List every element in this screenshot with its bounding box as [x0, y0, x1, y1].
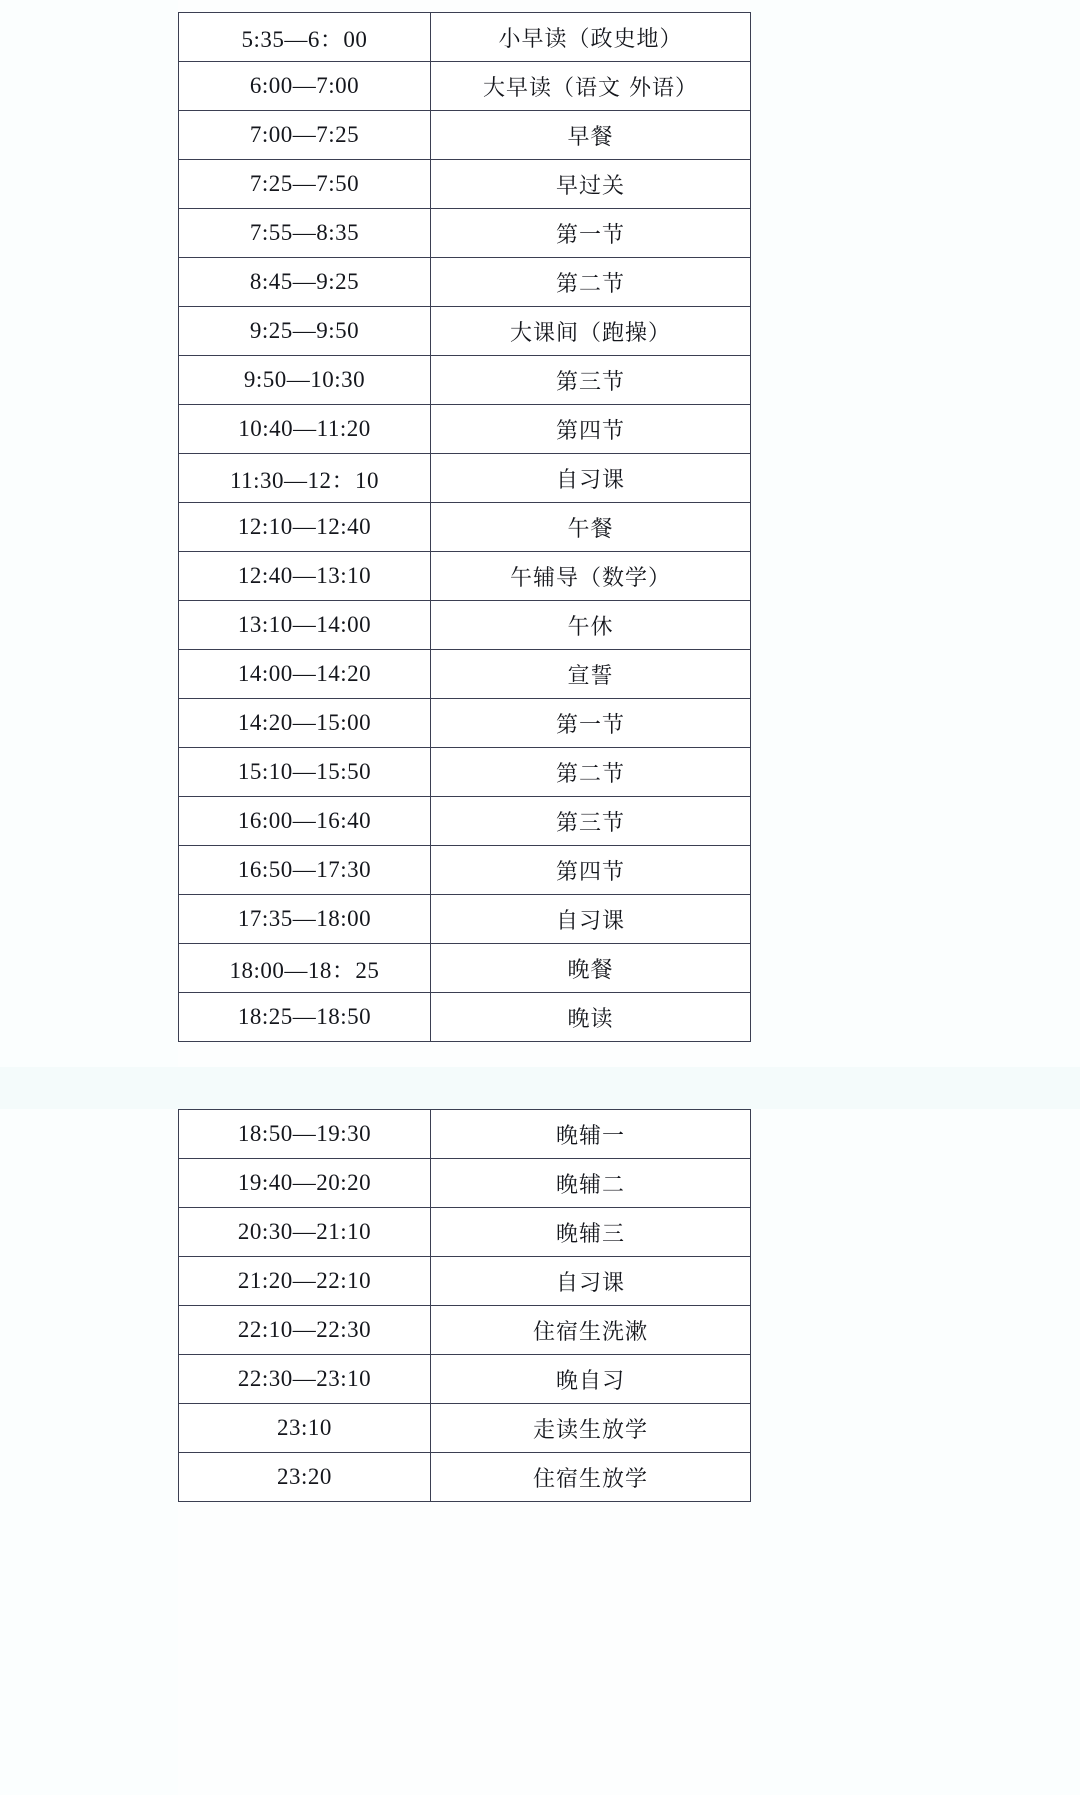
table-row: [179, 307, 751, 356]
table-row: [179, 944, 751, 993]
schedule-time-cell: 18:50—19:30: [179, 1110, 431, 1159]
table-row: [179, 1159, 751, 1208]
table-row: [179, 111, 751, 160]
schedule-activity-cell: 宣誓: [431, 650, 751, 699]
schedule-activity-cell: 晚辅二: [431, 1159, 751, 1208]
table-row: [179, 650, 751, 699]
table-row: [179, 160, 751, 209]
schedule-time-cell: 19:40—20:20: [179, 1159, 431, 1208]
table-row: [179, 13, 751, 62]
daytime-schedule-body: [179, 13, 751, 1042]
table-row: [179, 699, 751, 748]
schedule-time-cell: 9:50—10:30: [179, 356, 431, 405]
table-row: [179, 895, 751, 944]
schedule-activity-cell: 晚辅一: [431, 1110, 751, 1159]
table-row: [179, 1208, 751, 1257]
table-row: [179, 405, 751, 454]
table-row: [179, 1355, 751, 1404]
schedule-time-cell: 12:40—13:10: [179, 552, 431, 601]
schedule-activity-cell: 第四节: [431, 405, 751, 454]
schedule-time-cell: 23:20: [179, 1453, 431, 1502]
schedule-time-cell: 7:25—7:50: [179, 160, 431, 209]
table-row: [179, 552, 751, 601]
table-row: [179, 797, 751, 846]
table-row: [179, 993, 751, 1042]
table-row: [179, 1257, 751, 1306]
page-left-margin: [0, 0, 178, 1795]
schedule-time-cell: 14:20—15:00: [179, 699, 431, 748]
table-row: [179, 748, 751, 797]
evening-schedule-table-wrapper: [178, 1109, 751, 1502]
schedule-time-cell: 22:30—23:10: [179, 1355, 431, 1404]
schedule-time-cell: 16:00—16:40: [179, 797, 431, 846]
schedule-activity-cell: 晚自习: [431, 1355, 751, 1404]
schedule-time-cell: 18:00—18：25: [179, 944, 431, 993]
schedule-activity-cell: 第四节: [431, 846, 751, 895]
schedule-activity-cell: 早餐: [431, 111, 751, 160]
table-row: [179, 209, 751, 258]
schedule-time-cell: 15:10—15:50: [179, 748, 431, 797]
schedule-time-cell: 13:10—14:00: [179, 601, 431, 650]
schedule-time-cell: 14:00—14:20: [179, 650, 431, 699]
schedule-time-cell: 20:30—21:10: [179, 1208, 431, 1257]
schedule-activity-cell: 第三节: [431, 356, 751, 405]
schedule-time-cell: 23:10: [179, 1404, 431, 1453]
table-row: [179, 454, 751, 503]
daytime-schedule-table-wrapper: [178, 12, 751, 1042]
table-row: [179, 503, 751, 552]
table-row: [179, 1306, 751, 1355]
schedule-activity-cell: 第一节: [431, 209, 751, 258]
schedule-activity-cell: 第一节: [431, 699, 751, 748]
schedule-time-cell: 7:55—8:35: [179, 209, 431, 258]
schedule-time-cell: 8:45—9:25: [179, 258, 431, 307]
schedule-activity-cell: 第二节: [431, 748, 751, 797]
schedule-time-cell: 18:25—18:50: [179, 993, 431, 1042]
table-row: [179, 1110, 751, 1159]
schedule-activity-cell: 早过关: [431, 160, 751, 209]
schedule-activity-cell: 住宿生洗漱: [431, 1306, 751, 1355]
evening-schedule-table: [178, 1109, 751, 1502]
schedule-activity-cell: 走读生放学: [431, 1404, 751, 1453]
schedule-activity-cell: 自习课: [431, 454, 751, 503]
schedule-time-cell: 22:10—22:30: [179, 1306, 431, 1355]
schedule-activity-cell: 午餐: [431, 503, 751, 552]
schedule-time-cell: 6:00—7:00: [179, 62, 431, 111]
schedule-activity-cell: 住宿生放学: [431, 1453, 751, 1502]
schedule-time-cell: 9:25—9:50: [179, 307, 431, 356]
table-row: [179, 356, 751, 405]
schedule-activity-cell: 第二节: [431, 258, 751, 307]
table-row: [179, 258, 751, 307]
table-row: [179, 846, 751, 895]
schedule-activity-cell: 晚餐: [431, 944, 751, 993]
schedule-activity-cell: 小早读（政史地）: [431, 13, 751, 62]
table-row: [179, 601, 751, 650]
schedule-activity-cell: 大早读（语文 外语）: [431, 62, 751, 111]
daytime-schedule-table: [178, 12, 751, 1042]
schedule-time-cell: 17:35—18:00: [179, 895, 431, 944]
table-row: [179, 1404, 751, 1453]
page-break-strip: [0, 1067, 1080, 1109]
schedule-time-cell: 5:35—6：00: [179, 13, 431, 62]
schedule-activity-cell: 晚读: [431, 993, 751, 1042]
schedule-time-cell: 21:20—22:10: [179, 1257, 431, 1306]
schedule-time-cell: 10:40—11:20: [179, 405, 431, 454]
schedule-time-cell: 7:00—7:25: [179, 111, 431, 160]
table-row: [179, 1453, 751, 1502]
schedule-time-cell: 12:10—12:40: [179, 503, 431, 552]
schedule-activity-cell: 大课间（跑操）: [431, 307, 751, 356]
evening-schedule-body: [179, 1110, 751, 1502]
schedule-activity-cell: 午休: [431, 601, 751, 650]
schedule-activity-cell: 午辅导（数学）: [431, 552, 751, 601]
schedule-activity-cell: 自习课: [431, 895, 751, 944]
schedule-time-cell: 11:30—12：10: [179, 454, 431, 503]
schedule-activity-cell: 晚辅三: [431, 1208, 751, 1257]
schedule-activity-cell: 自习课: [431, 1257, 751, 1306]
table-row: [179, 62, 751, 111]
schedule-time-cell: 16:50—17:30: [179, 846, 431, 895]
page-right-margin: [750, 0, 1080, 1795]
schedule-activity-cell: 第三节: [431, 797, 751, 846]
